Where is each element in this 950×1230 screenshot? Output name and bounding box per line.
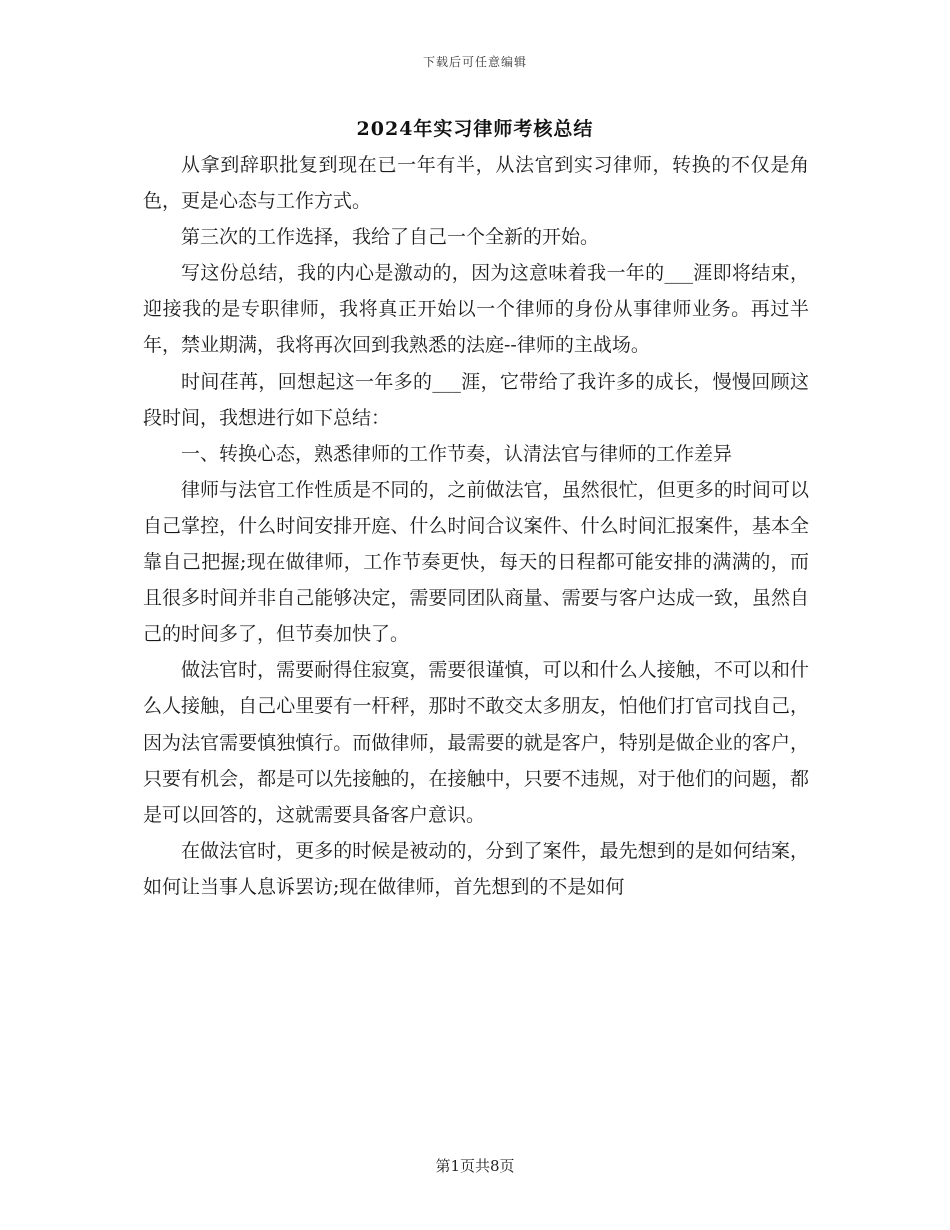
paragraph: 写这份总结，我的内心是激动的，因为这意味着我一年的___涯即将结束，迎接我的是专职律师，我将真正开始以一个律师的身份从事律师业务。再过半年，禁业期满，我将再次回到我熟悉的法庭--律师的主战场。 [143,262,809,357]
paragraph: 第三次的工作选择，我给了自己一个全新的开始。 [181,226,600,249]
document-title: 2024年实习律师考核总结 [356,118,594,140]
page-header-note: 下载后可任意编辑 [422,55,527,69]
paragraph: 律师与法官工作性质是不同的，之前做法官，虽然很忙，但更多的时间可以自己掌控，什么时间安排开庭、什么时间合议案件、什么时间汇报案件，基本全靠自己把握;现在做律师，工作节奏更快，每天的日程都可能安排的满满的，而且很多时间并非自己能够决定，需要同团队商量、需要与客户达成一致，虽然自己的时间多了，但节奏加快了。 [143,478,809,646]
section-heading: 一、转换心态，熟悉律师的工作节奏，认清法官与律师的工作差异 [181,442,733,465]
page-number: 第1页共8页 [435,1157,515,1175]
paragraph: 在做法官时，更多的时候是被动的，分到了案件，最先想到的是如何结案，如何让当事人息诉罢访;现在做律师，首先想到的不是如何 [143,839,809,898]
document-body [143,147,809,905]
paragraph: 从拿到辞职批复到现在已一年有半，从法官到实习律师，转换的不仅是角色，更是心态与工作方式。 [143,154,809,213]
paragraph: 时间荏苒，回想起这一年多的___涯，它带给了我许多的成长，慢慢回顾这段时间，我想进行如下总结： [143,370,809,429]
paragraph: 做法官时，需要耐得住寂寞，需要很谨慎，可以和什么人接触，不可以和什么人接触，自己心里要有一杆秤，那时不敢交太多朋友，怕他们打官司找自己，因为法官需要慎独慎行。而做律师，最需要的就是客户，特别是做企业的客户，只要有机会，都是可以先接触的，在接触中，只要不违规，对于他们的问题，都是可以回答的，这就需要具备客户意识。 [143,659,809,826]
